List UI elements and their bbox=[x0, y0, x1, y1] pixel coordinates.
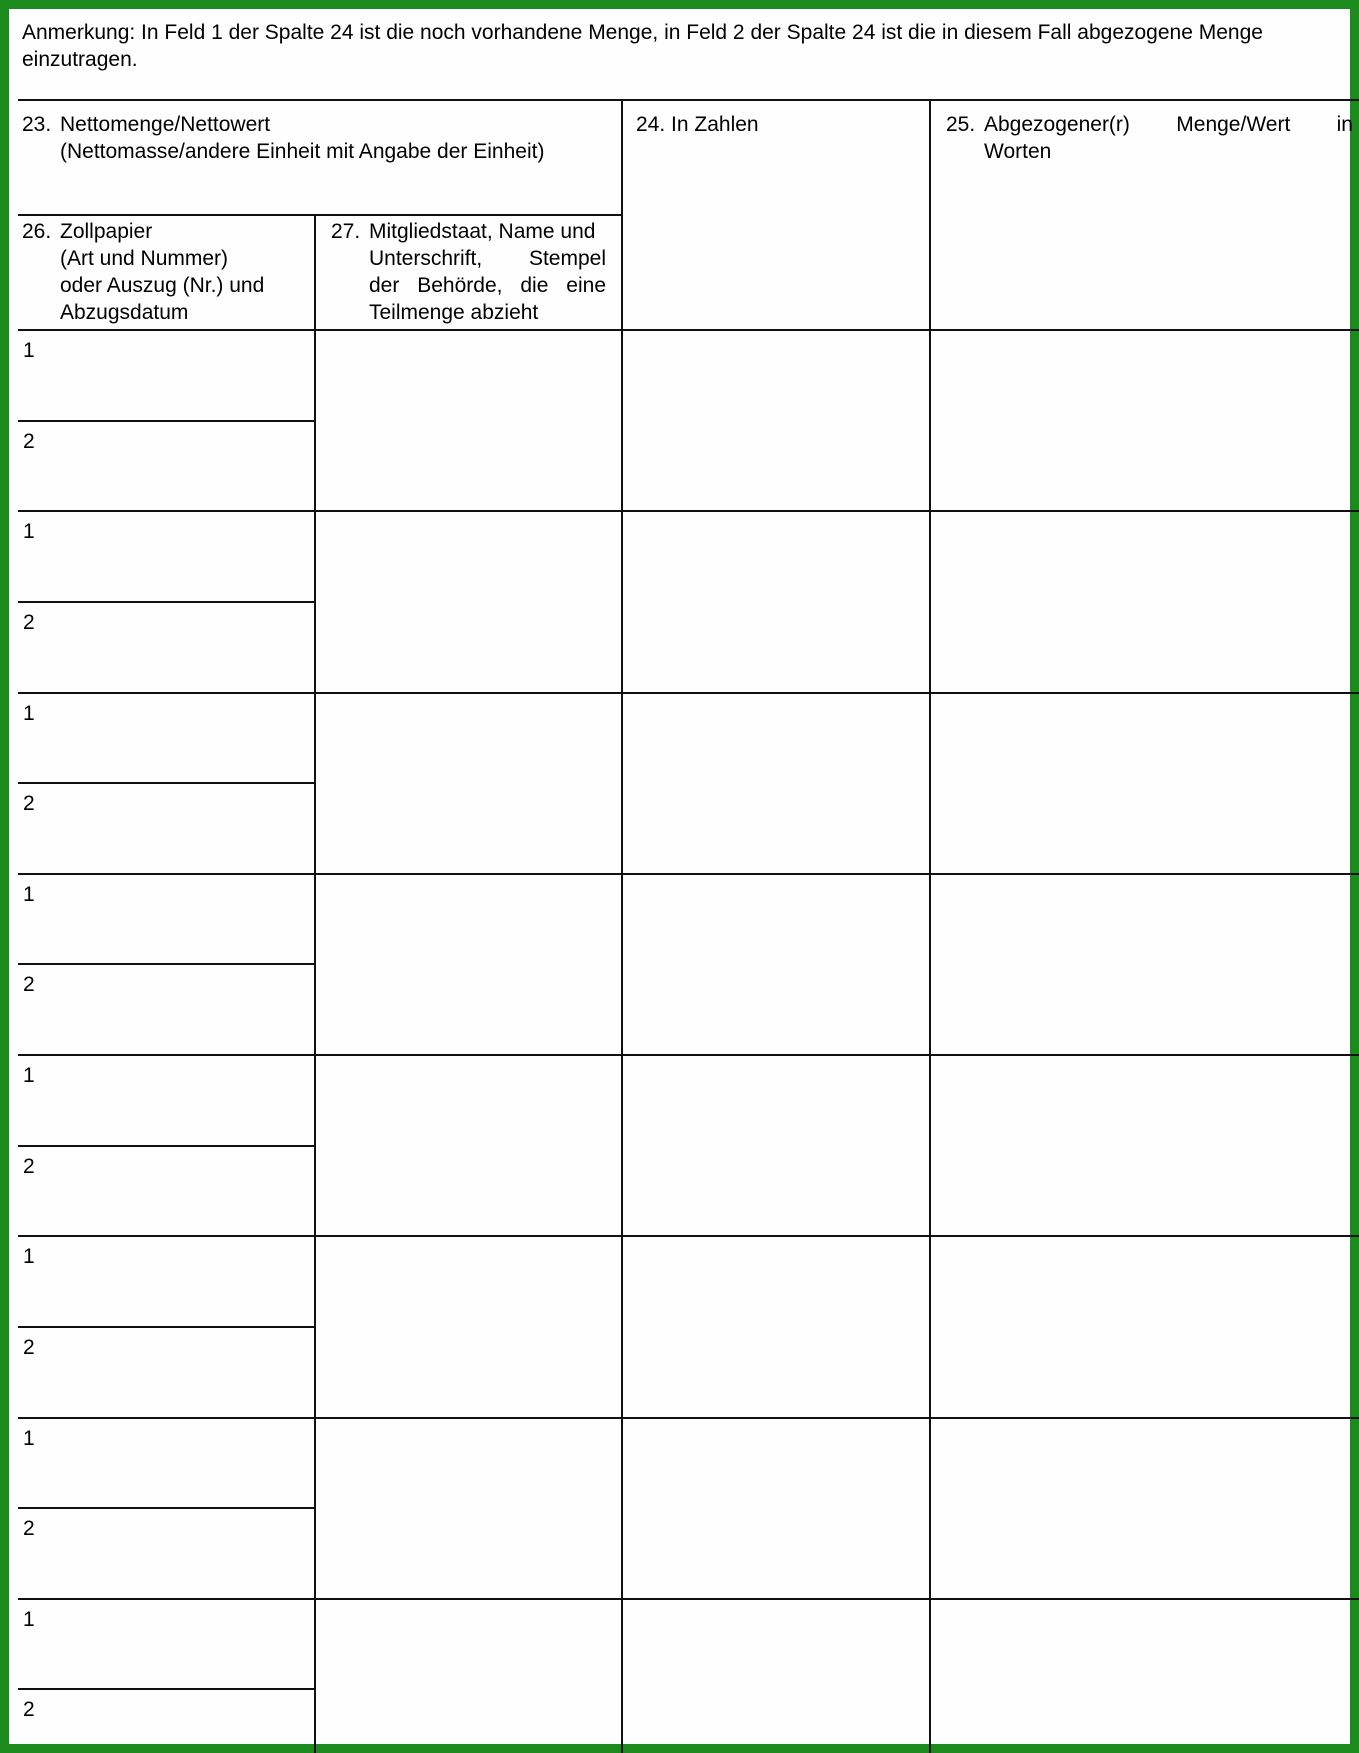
field-2-label: 2 bbox=[23, 973, 35, 996]
header-25-label-2: Worten bbox=[984, 140, 1052, 163]
header-27-word-b: Stempel bbox=[528, 247, 606, 270]
header-27-number: 27. bbox=[331, 220, 361, 243]
header-27-label-3 bbox=[369, 272, 606, 299]
field-2-label: 2 bbox=[23, 1336, 35, 1359]
header-24-number: 24. bbox=[636, 113, 666, 136]
field-divider bbox=[18, 1145, 316, 1147]
note-divider bbox=[18, 99, 1359, 101]
field-divider bbox=[18, 1507, 316, 1509]
header-vline-24 bbox=[621, 99, 623, 331]
field-1-label: 1 bbox=[23, 520, 35, 543]
deduction-form bbox=[18, 9, 1359, 1753]
header-27-label-1: Mitgliedstaat, Name und bbox=[369, 220, 596, 243]
header-24 bbox=[636, 111, 759, 138]
header-23-label-2: (Nettomasse/andere Einheit mit Angabe der Einheit) bbox=[60, 140, 545, 163]
field-divider bbox=[18, 1326, 316, 1328]
header-23-label-1: Nettomenge/Nettowert bbox=[60, 113, 271, 136]
note-line-1: Anmerkung: In Feld 1 der Spalte 24 ist die noch vorhandene Menge, in Feld 2 der Spalte 24 ist die in diesem Fall abgezogene Menge bbox=[22, 21, 1263, 44]
field-2-label: 2 bbox=[23, 430, 35, 453]
field-1-label: 1 bbox=[23, 702, 35, 725]
header-26-label-1: Zollpapier bbox=[60, 220, 153, 243]
row-divider bbox=[18, 1054, 1359, 1056]
header-25-word-3: in bbox=[1336, 113, 1353, 136]
body-vline bbox=[929, 329, 931, 1753]
row-divider bbox=[18, 1598, 1359, 1600]
header-25-word-1: Abgezogener(r) bbox=[984, 113, 1130, 136]
header-27-word-d: Behörde, bbox=[417, 274, 503, 297]
header-24-label: In Zahlen bbox=[671, 113, 759, 136]
field-1-label: 1 bbox=[23, 1608, 35, 1631]
header-vline-25 bbox=[929, 99, 931, 331]
header-25-word-2: Menge/Wert bbox=[1176, 113, 1291, 136]
row-divider bbox=[18, 1235, 1359, 1237]
header-vline-27 bbox=[314, 214, 316, 331]
field-2-label: 2 bbox=[23, 1698, 35, 1721]
note-line-2: einzutragen. bbox=[22, 48, 138, 71]
header-27-word-f: eine bbox=[566, 274, 606, 297]
header-25-number: 25. bbox=[946, 113, 976, 136]
body-vline bbox=[621, 329, 623, 1753]
field-1-label: 1 bbox=[23, 339, 35, 362]
field-divider bbox=[18, 782, 316, 784]
header-23-number: 23. bbox=[22, 113, 52, 136]
header-27-word-e: die bbox=[520, 274, 549, 297]
field-divider bbox=[18, 1688, 316, 1690]
field-1-label: 1 bbox=[23, 883, 35, 906]
row-divider bbox=[18, 1417, 1359, 1419]
body-vline bbox=[314, 329, 316, 1753]
field-2-label: 2 bbox=[23, 792, 35, 815]
header-bottom-line bbox=[18, 329, 1359, 331]
field-divider bbox=[18, 963, 316, 965]
field-2-label: 2 bbox=[23, 1155, 35, 1178]
field-divider bbox=[18, 601, 316, 603]
field-2-label: 2 bbox=[23, 1517, 35, 1540]
row-divider bbox=[18, 510, 1359, 512]
header23-divider bbox=[18, 214, 623, 216]
header-26-number: 26. bbox=[22, 220, 52, 243]
header-27-label-4: Teilmenge abzieht bbox=[369, 301, 539, 324]
row-divider bbox=[18, 873, 1359, 875]
header-27-label-2 bbox=[369, 245, 606, 272]
header-23 bbox=[22, 111, 271, 138]
row-divider bbox=[18, 692, 1359, 694]
header-27-word-c: der bbox=[369, 274, 400, 297]
field-1-label: 1 bbox=[23, 1245, 35, 1268]
header-25-label-1 bbox=[984, 111, 1353, 138]
header-26-label-2: (Art und Nummer) bbox=[60, 247, 229, 270]
header-26-label-4: Abzugsdatum bbox=[60, 301, 189, 324]
header-26-label-3: oder Auszug (Nr.) und bbox=[60, 274, 265, 297]
field-divider bbox=[18, 420, 316, 422]
field-1-label: 1 bbox=[23, 1064, 35, 1087]
field-1-label: 1 bbox=[23, 1427, 35, 1450]
field-2-label: 2 bbox=[23, 611, 35, 634]
header-27-word-a: Unterschrift, bbox=[369, 247, 483, 270]
